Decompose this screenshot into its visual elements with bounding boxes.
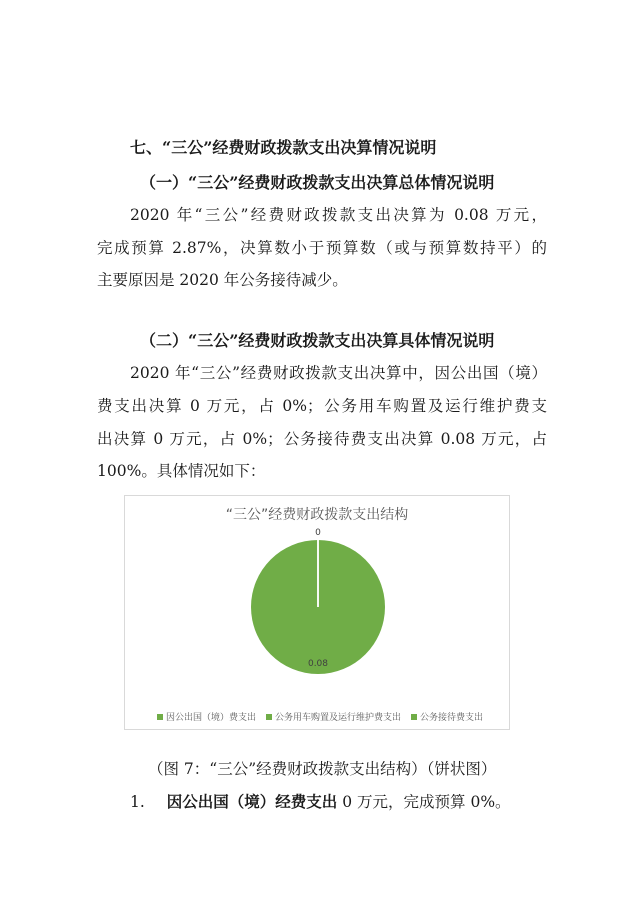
legend-item-1 (157, 710, 256, 723)
list-item-bold-text: 因公出国（境）经费支出 (166, 792, 338, 811)
legend-item-2 (266, 710, 401, 723)
figure-caption: （图 7：“三公”经费财政拨款支出结构）（饼状图） (148, 760, 497, 778)
legend-label-3: 公务接待费支出 (420, 713, 484, 723)
paragraph-2-line-1: 2020 年“三公”经费财政拨款支出决算中，因公出国（境） (130, 364, 547, 382)
paragraph-1-line-2: 完成预算 2.87%，决算数小于预算数（或与预算数持平）的 (97, 239, 547, 257)
section-heading: 七、“三公”经费财政拨款支出决算情况说明 (130, 138, 437, 157)
subsection-1-heading: （一）“三公”经费财政拨款支出决算总体情况说明 (140, 173, 495, 192)
paragraph-1-line-1: 2020 年“三公”经费财政拨款支出决算为 0.08 万元， (130, 206, 547, 224)
data-label-2: 0.08 (307, 659, 329, 669)
pie-chart-frame (124, 495, 510, 730)
chart-title: “三公”经费财政拨款支出结构 (225, 507, 409, 523)
list-item-rest-text: 0 万元，完成预算 0%。 (337, 793, 511, 811)
paragraph-2-line-2: 费支出决算 0 万元，占 0%；公务用车购置及运行维护费支 (97, 397, 547, 415)
legend-label-2: 公务用车购置及运行维护费支出 (274, 713, 401, 723)
subsection-2-heading: （二）“三公”经费财政拨款支出决算具体情况说明 (140, 331, 495, 350)
list-item-number: 1. (130, 793, 145, 811)
legend-swatch-3 (411, 714, 417, 720)
list-item-1 (130, 790, 511, 812)
legend-swatch-2 (266, 714, 272, 720)
paragraph-1-line-3: 主要原因是 2020 年公务接待减少。 (97, 271, 348, 289)
legend-item-3 (411, 710, 483, 723)
legend-label-1: 因公出国（境）费支出 (165, 713, 256, 723)
chart-legend (0, 710, 640, 723)
paragraph-2-line-4: 100%。具体情况如下： (97, 462, 266, 480)
paragraph-2-line-3: 出决算 0 万元，占 0%；公务接待费支出决算 0.08 万元，占 (97, 430, 547, 448)
pie-chart (125, 496, 511, 731)
data-label-1: 0 (315, 528, 321, 538)
legend-swatch-1 (157, 714, 163, 720)
